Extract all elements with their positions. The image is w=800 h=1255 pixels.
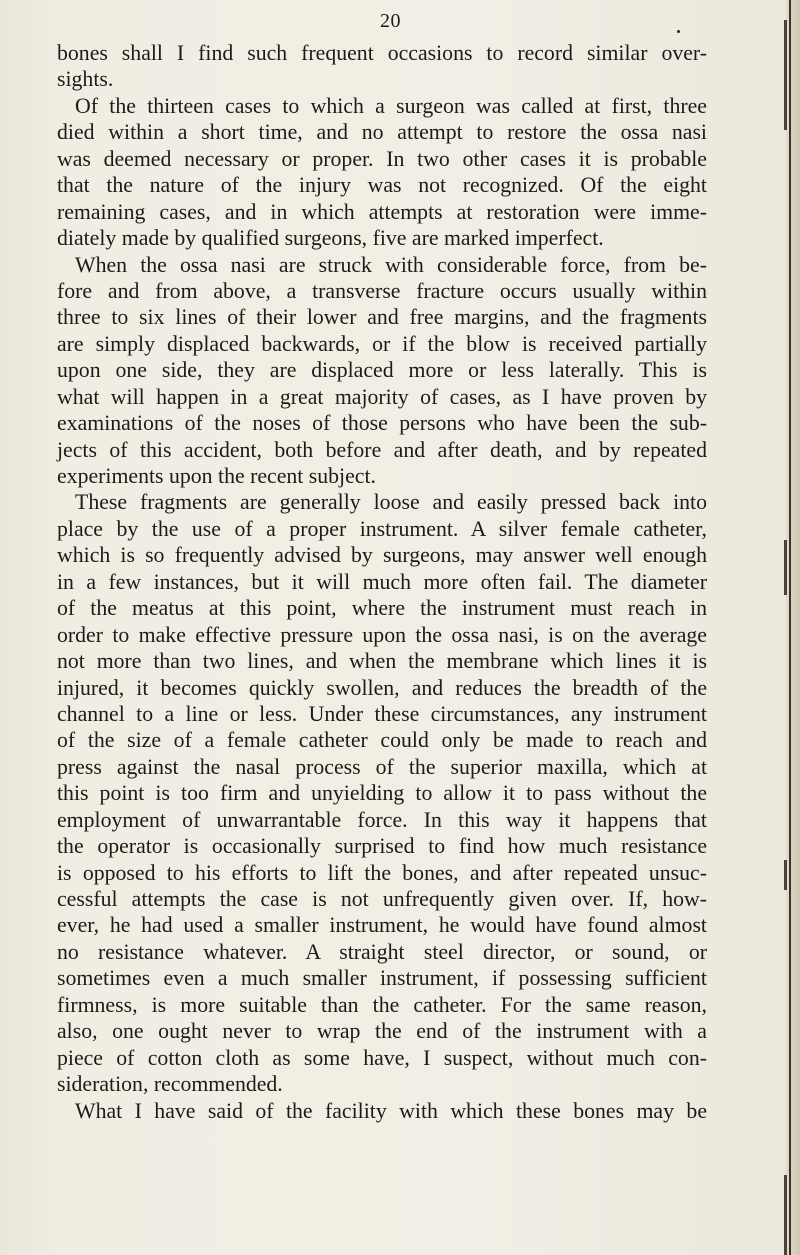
text-line: firmness, is more suitable than the catheter. For the same reason, [57,992,707,1017]
text-line: remaining cases, and in which attempts at restoration were imme- [57,199,707,224]
text-line: cessful attempts the case is not unfrequently given over. If, how- [57,887,707,911]
text-line: is opposed to his efforts to lift the bones, and after repeated unsuc- [57,860,707,885]
text-line: also, one ought never to wrap the end of the instrument with a [57,1019,707,1044]
text-line: When the ossa nasi are struck with considerable force, from be- [75,252,707,277]
text-line: are simply displaced backwards, or if the blow is received partially [57,331,707,356]
text-line: not more than two lines, and when the membrane which lines it is [57,649,707,674]
ink-speck [677,30,680,33]
text-line: injured, it becomes quickly swollen, and reduces the breadth of the [57,675,707,700]
text-line: press against the nasal process of the superior maxilla, which at [57,754,707,779]
text-line: channel to a line or less. Under these circumstances, any instrument [57,701,707,726]
text-line: this point is too firm and unyielding to allow it to pass without the [57,781,707,806]
page-body-text [57,40,707,1124]
edge-mark [784,860,787,890]
text-line: diately made by qualified surgeons, five are marked imperfect. [57,226,604,251]
text-line: of the size of a female catheter could only be made to reach and [57,728,707,753]
text-line: that the nature of the injury was not recognized. Of the eight [57,173,707,198]
text-line: what will happen in a great majority of cases, as I have proven by [57,384,707,409]
text-line: place by the use of a proper instrument. A silver female catheter, [57,516,707,541]
text-line: What I have said of the facility with which these bones may be [75,1098,707,1123]
text-line: piece of cotton cloth as some have, I suspect, without much con- [57,1045,707,1070]
text-line: sights. [57,67,114,92]
page-number: 20 [380,10,401,32]
edge-mark [784,1175,787,1255]
text-line: three to six lines of their lower and free margins, and the fragments [57,305,707,330]
text-line: sometimes even a much smaller instrument, if possessing sufficient [57,966,707,991]
text-line: experiments upon the recent subject. [57,464,376,488]
text-line: no resistance whatever. A straight steel director, or sound, or [57,939,707,964]
text-line: These fragments are generally loose and easily pressed back into [75,490,707,515]
page-edge-line [789,0,791,1255]
text-line: Of the thirteen cases to which a surgeon was called at first, three [75,93,707,118]
edge-mark [784,20,787,130]
text-line: upon one side, they are displaced more or less laterally. This is [57,358,707,383]
text-line: died within a short time, and no attempt to restore the ossa nasi [57,120,707,145]
text-line: employment of unwarrantable force. In this way it happens that [57,807,707,832]
text-line: jects of this accident, both before and after death, and by repeated [57,437,707,462]
edge-mark [784,540,787,595]
text-line: was deemed necessary or proper. In two other cases it is probable [57,146,707,171]
text-line: fore and from above, a transverse fracture occurs usually within [57,278,707,303]
text-line: examinations of the noses of those persons who have been the sub- [57,411,707,436]
text-line: sideration, recommended. [57,1072,283,1097]
text-line: in a few instances, but it will much more often fail. The diameter [57,569,707,594]
text-line: the operator is occasionally surprised to find how much resistance [57,834,707,859]
text-line: of the meatus at this point, where the instrument must reach in [57,596,707,621]
text-line: which is so frequently advised by surgeons, may answer well enough [57,543,707,568]
text-line: order to make effective pressure upon the ossa nasi, is on the average [57,622,707,647]
text-line: bones shall I find such frequent occasions to record similar over- [57,41,707,65]
text-line: ever, he had used a smaller instrument, he would have found almost [57,913,707,938]
